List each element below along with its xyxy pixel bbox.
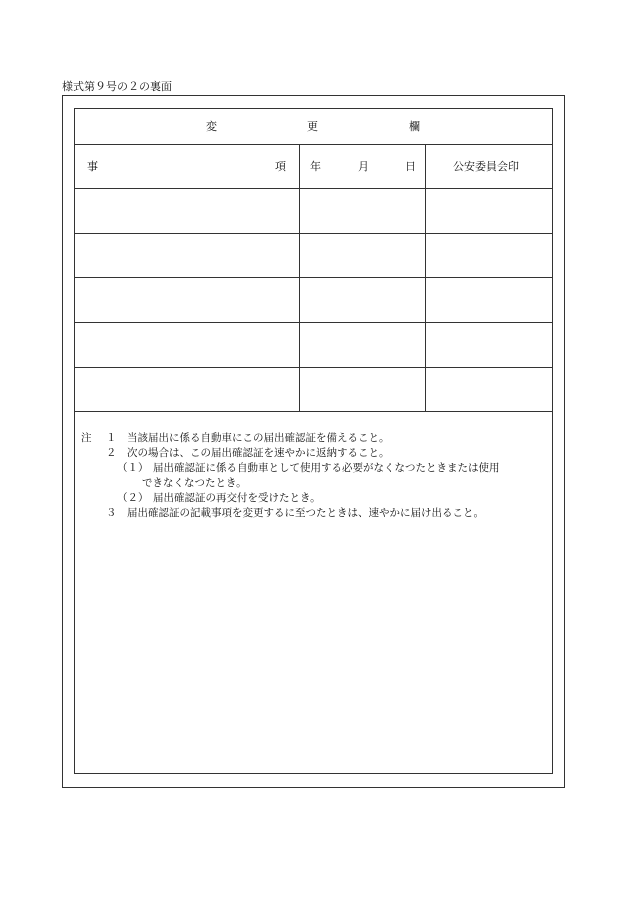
header-date-year: 年 xyxy=(310,160,321,173)
table-title-char-2: 更 xyxy=(307,120,318,133)
table-divider xyxy=(75,144,552,145)
note-2-1-number: （１） xyxy=(117,462,149,474)
note-3-number: ３ xyxy=(106,507,117,519)
header-item-right: 項 xyxy=(275,160,286,173)
note-2-2-number: （２） xyxy=(117,492,149,504)
note-2-1-text: 届出確認証に係る自動車として使用する必要がなくなつたときまたは使用 xyxy=(153,462,500,474)
header-date-day: 日 xyxy=(405,160,416,173)
note-2-1-continuation: できなくなつたとき。 xyxy=(142,477,247,489)
note-1-text: 当該届出に係る自動車にこの届出確認証を備えること。 xyxy=(127,432,390,444)
table-divider xyxy=(75,411,552,412)
table-row xyxy=(75,368,552,411)
note-1-number: １ xyxy=(106,432,117,444)
notes-label: 注 xyxy=(81,432,92,444)
header-item-left: 事 xyxy=(87,160,98,173)
table-row xyxy=(75,234,552,278)
change-record-table xyxy=(74,108,553,774)
note-2-number: ２ xyxy=(106,447,117,459)
table-row xyxy=(75,278,552,322)
header-seal: 公安委員会印 xyxy=(453,160,519,173)
header-date-month: 月 xyxy=(358,160,369,173)
note-3-text: 届出確認証の記載事項を変更するに至つたときは、速やかに届け出ること。 xyxy=(127,507,484,519)
table-row xyxy=(75,323,552,367)
note-2-text: 次の場合は、この届出確認証を速やかに返納すること。 xyxy=(127,447,390,459)
form-title: 様式第９号の２の裏面 xyxy=(62,80,172,93)
table-title-char-1: 変 xyxy=(206,120,217,133)
table-row xyxy=(75,189,552,233)
table-title-char-3: 欄 xyxy=(409,120,420,133)
note-2-2-text: 届出確認証の再交付を受けたとき。 xyxy=(153,492,321,504)
